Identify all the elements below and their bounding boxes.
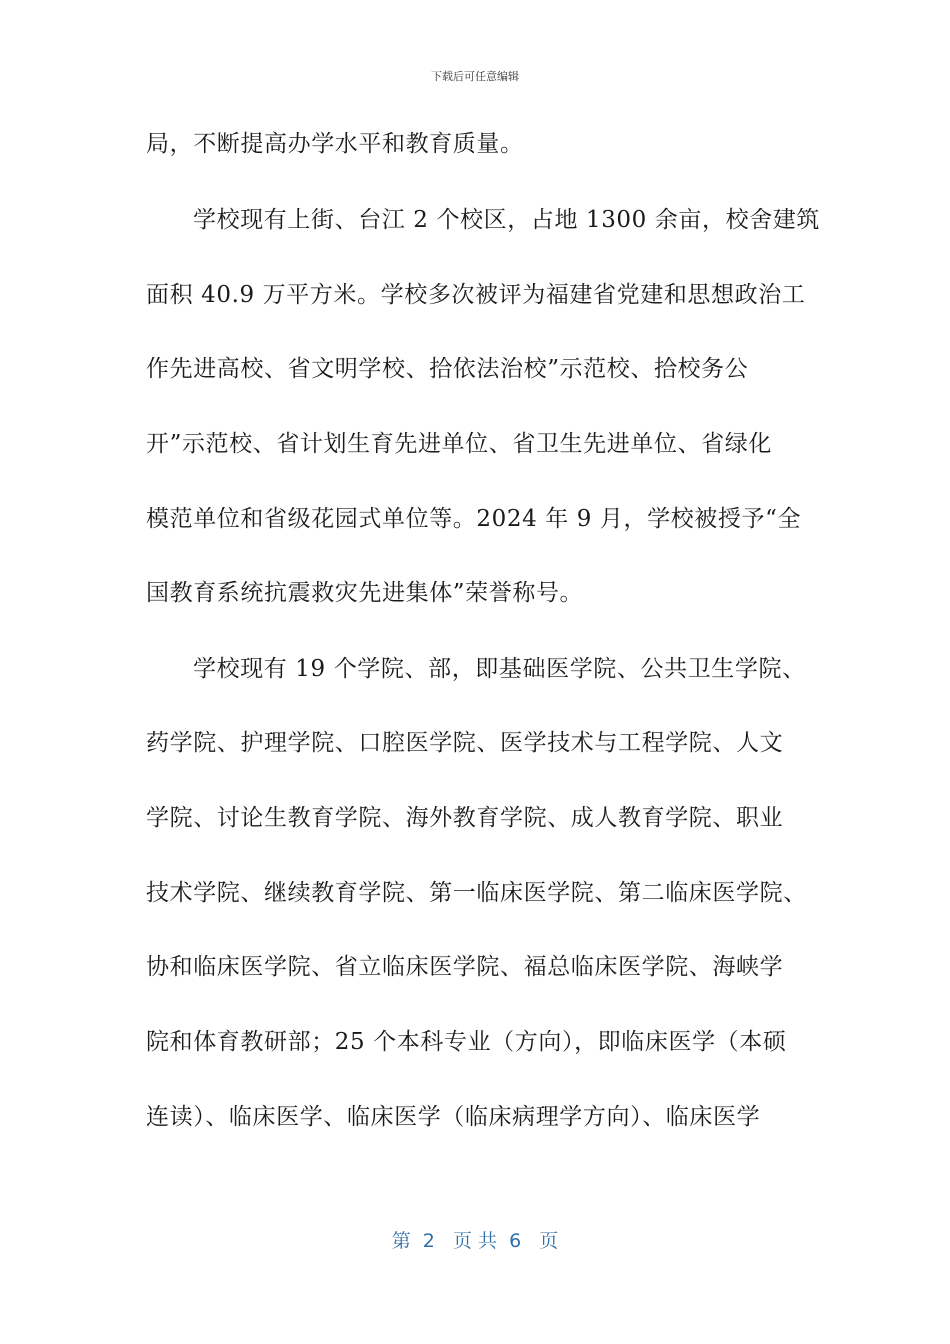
text-line: 院和体育教研部；25 个本科专业（方向），即临床医学（本硕	[146, 1029, 787, 1055]
text-line: 连读）、临床医学、临床医学（临床病理学方向）、临床医学	[146, 1104, 761, 1130]
text-line: 协和临床医学院、省立临床医学院、福总临床医学院、海峡学	[146, 954, 784, 980]
paragraph-start-line: 学校现有上街、台江 2 个校区，占地 1300 余亩，校舍建筑	[193, 207, 821, 233]
text-line: 局，不断提高办学水平和教育质量。	[146, 131, 524, 157]
page-number-footer: 第 2 页 共 6 页	[391, 1230, 559, 1252]
text-line: 作先进高校、省文明学校、拾依法治校”示范校、拾校务公	[146, 356, 749, 382]
text-line: 面积 40.9 万平方米。学校多次被评为福建省党建和思想政治工	[146, 282, 806, 308]
text-line: 国教育系统抗震救灾先进集体”荣誉称号。	[146, 580, 584, 606]
text-line: 开”示范校、省计划生育先进单位、省卫生先进单位、省绿化	[146, 431, 772, 457]
text-line: 学院、讨论生教育学院、海外教育学院、成人教育学院、职业	[146, 805, 784, 831]
text-line: 模范单位和省级花园式单位等。2024 年 9 月，学校被授予“全	[146, 506, 802, 532]
header-note: 下载后可任意编辑	[431, 70, 519, 83]
text-line: 技术学院、继续教育学院、第一临床医学院、第二临床医学院、	[146, 880, 807, 906]
text-line: 药学院、护理学院、口腔医学院、医学技术与工程学院、人文	[146, 730, 784, 756]
paragraph-start-line: 学校现有 19 个学院、部，即基础医学院、公共卫生学院、	[193, 656, 806, 682]
